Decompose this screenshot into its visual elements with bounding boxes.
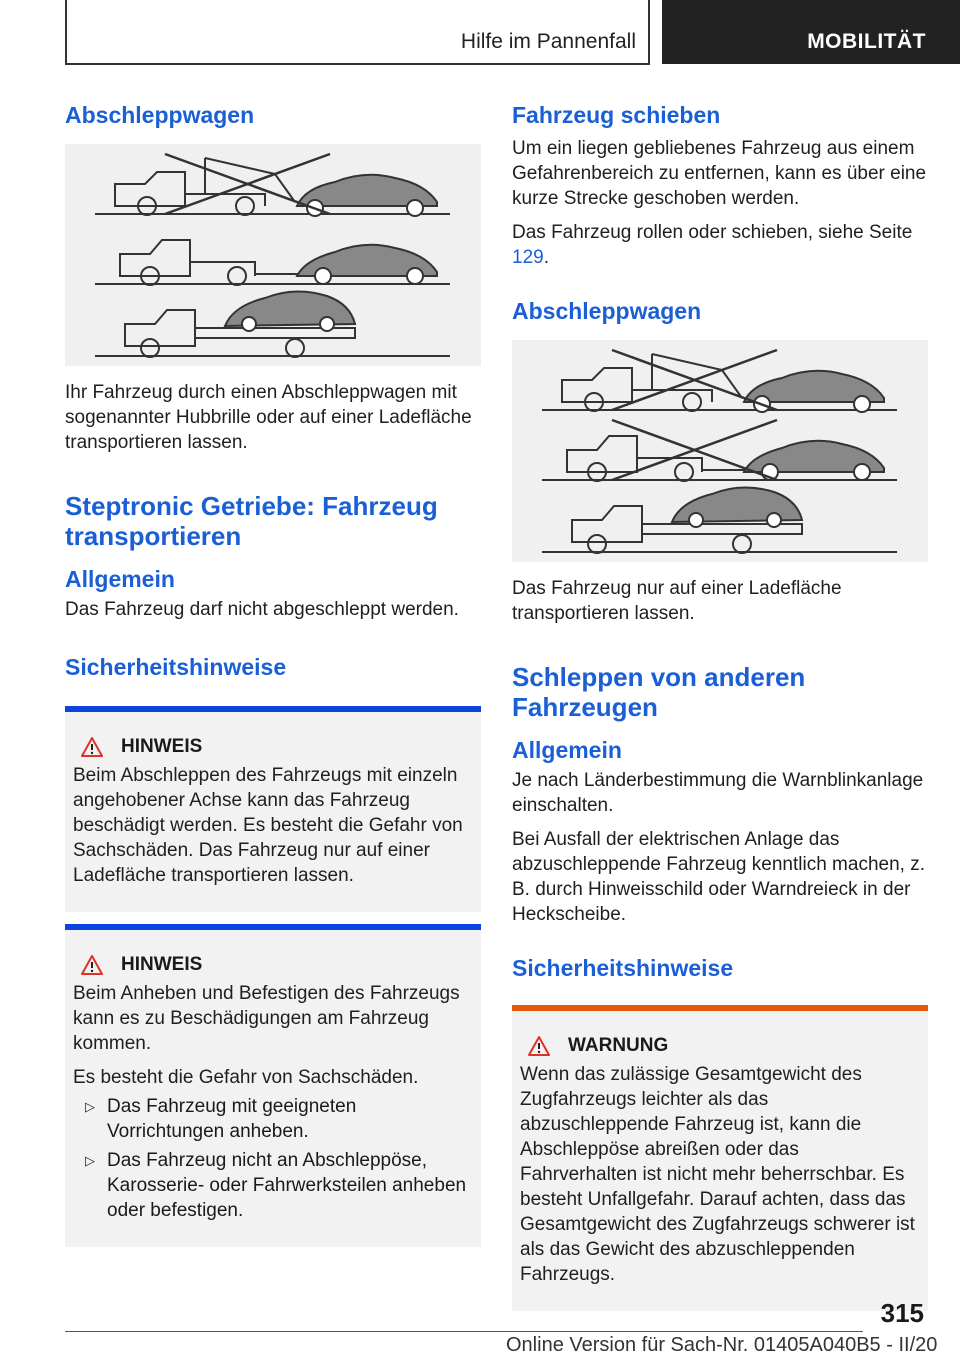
tow-truck-illustration-svg [65, 144, 481, 366]
triangle-bullet-icon: ▷ [85, 1153, 95, 1168]
note-title: HINWEIS [121, 736, 203, 757]
list-item-text: Das Fahrzeug mit geeigneten Vorrichtungen anheben. [107, 1096, 357, 1142]
section-heading: Abschleppwagen [512, 298, 702, 324]
subsection-heading: Allgemein [512, 737, 622, 763]
header-rule [65, 63, 650, 65]
paragraph: Bei Ausfall der elektrischen Anlage das abzuschleppende Fahrzeug kenntlich machen, z. B. durch Hinweisschild oder Warndreieck in der Heckscheibe. [512, 829, 925, 925]
section-heading: Abschleppwagen [65, 102, 255, 128]
header-section-title: Hilfe im Pannenfall [460, 30, 636, 53]
paragraph: Um ein liegen gebliebenes Fahrzeug aus einem Gefahrenbereich zu entfernen, kann es über eine kurze Strecke geschoben werden. [512, 138, 927, 209]
paragraph [512, 220, 928, 270]
tow-truck-illustration [65, 144, 481, 366]
warning-triangle-icon [81, 955, 103, 975]
subsection-heading: Allgemein [65, 566, 175, 592]
subsection-heading: Sicherheitshinweise [65, 654, 287, 680]
list-item [73, 1148, 473, 1223]
note-title: HINWEIS [121, 954, 203, 975]
tow-truck-illustration-svg [512, 340, 928, 562]
note-title: WARNUNG [568, 1035, 669, 1056]
page-reference-link[interactable]: 129 [512, 247, 544, 268]
paragraph: Je nach Länderbestimmung die Warnblinkanlage einschalten. [512, 770, 924, 816]
tow-truck-illustration [512, 340, 928, 562]
left-column [65, 100, 481, 1247]
note-text: Beim Anheben und Befestigen des Fahrzeugs kann es zu Beschädigungen am Fahrzeug kommen. [73, 983, 460, 1054]
list-item [73, 1094, 473, 1144]
note-text: Wenn das zulässige Gesamtgewicht des Zugfahrzeugs leichter als das abzuschleppende Fahrzeug ist, kann die Abschleppöse abreißen oder das Fahrverhalten ist nicht mehr beherrschbar. Es besteht Unfallgefahr. Darauf achten, dass das Gesamtgewicht des Zugfahrzeugs schwerer ist als das Gewicht des abzuschleppenden Fahrzeugs. [520, 1064, 915, 1285]
header-divider [648, 0, 650, 64]
warning-triangle-icon [81, 737, 103, 757]
paragraph-text: . [543, 247, 549, 268]
section-heading: Schleppen von anderen Fahrzeugen [512, 662, 806, 722]
note-text: Es besteht die Gefahr von Sachschäden. [73, 1067, 419, 1088]
hinweis-note [65, 706, 481, 912]
paragraph: Das Fahrzeug nur auf einer Ladefläche transportieren lassen. [512, 578, 842, 624]
paragraph: Ihr Fahrzeug durch einen Abschleppwagen mit sogenannter Hubbrille oder auf einer Ladefläche transportieren lassen. [65, 382, 472, 453]
footer-rule [65, 1331, 863, 1332]
warning-triangle-icon [528, 1036, 550, 1056]
hinweis-note [65, 924, 481, 1247]
header-chapter-tab: MOBILITÄT [662, 0, 960, 64]
note-text: Beim Abschleppen des Fahrzeugs mit einzeln angehobener Achse kann das Fahrzeug beschädigt werden. Es besteht die Gefahr von Sachschäden. Das Fahrzeug nur auf einer Ladefläche transportieren lassen. [73, 765, 463, 886]
paragraph: Das Fahrzeug darf nicht abgeschleppt werden. [65, 599, 459, 620]
paragraph-text: Das Fahrzeug rollen oder schieben, siehe Seite [512, 222, 913, 243]
triangle-bullet-icon: ▷ [85, 1099, 95, 1114]
footer-online-version: Online Version für Sach-Nr. 01405A040B5 - II/20 [506, 1334, 938, 1356]
header-divider [65, 0, 67, 64]
list-item-text: Das Fahrzeug nicht an Abschleppöse, Karosserie- oder Fahrwerksteilen anheben oder befestigen. [107, 1150, 467, 1221]
section-heading: Steptronic Getriebe: Fahrzeug transportieren [65, 491, 438, 551]
subsection-heading: Sicherheitshinweise [512, 955, 734, 981]
page-number: 315 [880, 1298, 924, 1328]
section-heading: Fahrzeug schieben [512, 102, 721, 128]
right-column [512, 100, 928, 1311]
warnung-note [512, 1005, 928, 1311]
